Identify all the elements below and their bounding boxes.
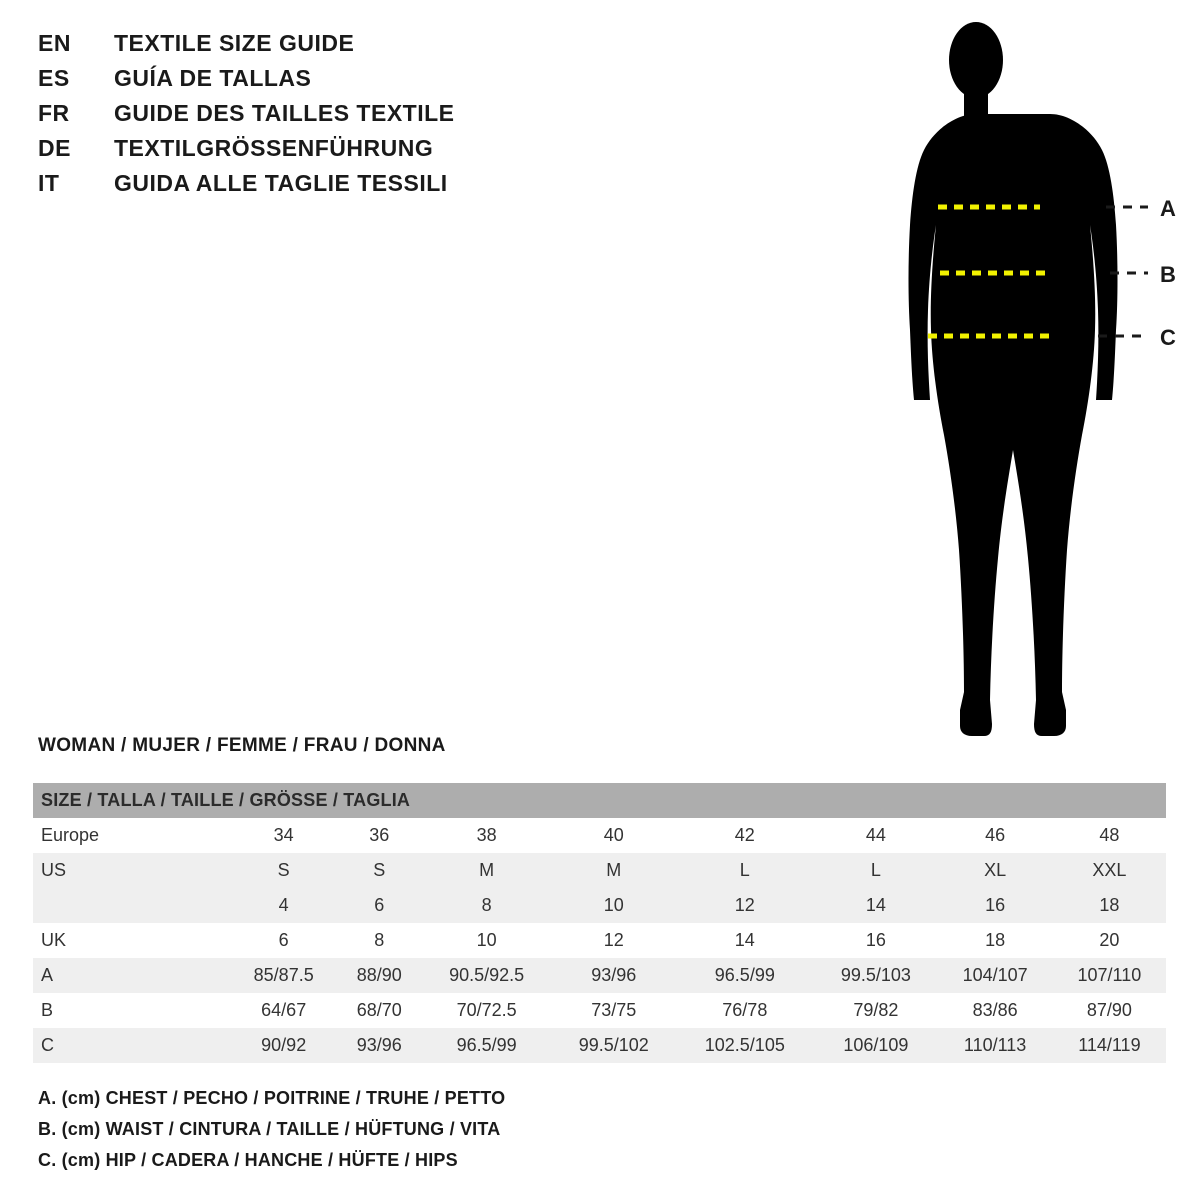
cell: 10	[421, 923, 552, 958]
cell: 48	[1053, 818, 1166, 853]
cell: 83/86	[937, 993, 1052, 1028]
cell: 93/96	[552, 958, 675, 993]
row-label-europe: Europe	[33, 818, 230, 853]
body-figure-diagram	[860, 10, 1190, 750]
cell: 110/113	[937, 1028, 1052, 1063]
cell: 85/87.5	[230, 958, 337, 993]
cell: S	[230, 853, 337, 888]
cell: 8	[421, 888, 552, 923]
cell: 102.5/105	[675, 1028, 814, 1063]
cell: 8	[337, 923, 421, 958]
language-code-it: IT	[38, 170, 60, 196]
title-row-es	[38, 65, 738, 100]
table-header-row	[33, 783, 1166, 818]
language-code-fr: FR	[38, 100, 70, 126]
cell: 16	[937, 888, 1052, 923]
cell: 90/92	[230, 1028, 337, 1063]
language-code-en: EN	[38, 30, 71, 56]
cell: 64/67	[230, 993, 337, 1028]
measurement-label-b: B	[1160, 262, 1176, 287]
title-block	[38, 30, 738, 205]
cell: 99.5/102	[552, 1028, 675, 1063]
cell: 46	[937, 818, 1052, 853]
cell: 70/72.5	[421, 993, 552, 1028]
footnote-hip: C. (cm) HIP / CADERA / HANCHE / HÜFTE / HIPS	[38, 1150, 458, 1170]
cell: 90.5/92.5	[421, 958, 552, 993]
language-code-es: ES	[38, 65, 70, 91]
row-label-b: B	[33, 993, 230, 1028]
title-text-de: TEXTILGRÖSSENFÜHRUNG	[114, 135, 434, 161]
cell: 106/109	[814, 1028, 937, 1063]
cell: 20	[1053, 923, 1166, 958]
measurement-label-c: C	[1160, 325, 1176, 350]
row-label-us-numeric	[33, 888, 230, 923]
row-label-a: A	[33, 958, 230, 993]
cell: 40	[552, 818, 675, 853]
cell: 76/78	[675, 993, 814, 1028]
cell: 6	[337, 888, 421, 923]
cell: 34	[230, 818, 337, 853]
cell: XXL	[1053, 853, 1166, 888]
cell: 18	[1053, 888, 1166, 923]
cell: M	[421, 853, 552, 888]
cell: 10	[552, 888, 675, 923]
table-header-label: SIZE / TALLA / TAILLE / GRÖSSE / TAGLIA	[33, 783, 1166, 818]
cell: L	[675, 853, 814, 888]
table-row	[33, 818, 1166, 853]
cell: 12	[675, 888, 814, 923]
cell: 18	[937, 923, 1052, 958]
cell: 96.5/99	[421, 1028, 552, 1063]
title-row-it	[38, 170, 738, 205]
cell: XL	[937, 853, 1052, 888]
footnotes	[38, 1088, 938, 1181]
row-label-c: C	[33, 1028, 230, 1063]
cell: 79/82	[814, 993, 937, 1028]
table-row	[33, 1028, 1166, 1063]
title-row-en	[38, 30, 738, 65]
cell: 107/110	[1053, 958, 1166, 993]
table-row	[33, 888, 1166, 923]
footnote-waist: B. (cm) WAIST / CINTURA / TAILLE / HÜFTUNG / VITA	[38, 1119, 501, 1139]
section-heading: WOMAN / MUJER / FEMME / FRAU / DONNA	[38, 735, 446, 756]
table-row	[33, 958, 1166, 993]
cell: 44	[814, 818, 937, 853]
cell: 114/119	[1053, 1028, 1166, 1063]
cell: 73/75	[552, 993, 675, 1028]
cell: S	[337, 853, 421, 888]
table-row	[33, 993, 1166, 1028]
title-text-it: GUIDA ALLE TAGLIE TESSILI	[114, 170, 448, 196]
table-row	[33, 923, 1166, 958]
cell: 36	[337, 818, 421, 853]
cell: 14	[675, 923, 814, 958]
cell: 42	[675, 818, 814, 853]
cell: 16	[814, 923, 937, 958]
cell: 68/70	[337, 993, 421, 1028]
cell: 4	[230, 888, 337, 923]
cell: 104/107	[937, 958, 1052, 993]
cell: 99.5/103	[814, 958, 937, 993]
cell: M	[552, 853, 675, 888]
measurement-label-a: A	[1160, 196, 1176, 221]
title-text-es: GUÍA DE TALLAS	[114, 65, 312, 91]
cell: 38	[421, 818, 552, 853]
title-row-fr	[38, 100, 738, 135]
title-text-fr: GUIDE DES TAILLES TEXTILE	[114, 100, 455, 126]
cell: 12	[552, 923, 675, 958]
cell: 93/96	[337, 1028, 421, 1063]
language-code-de: DE	[38, 135, 71, 161]
cell: L	[814, 853, 937, 888]
footnote-chest: A. (cm) CHEST / PECHO / POITRINE / TRUHE / PETTO	[38, 1088, 506, 1108]
cell: 96.5/99	[675, 958, 814, 993]
row-label-us: US	[33, 853, 230, 888]
size-chart-table	[33, 783, 1166, 1063]
cell: 87/90	[1053, 993, 1166, 1028]
cell: 88/90	[337, 958, 421, 993]
title-text-en: TEXTILE SIZE GUIDE	[114, 30, 355, 56]
female-body-silhouette-icon	[860, 10, 1190, 750]
title-row-de	[38, 135, 738, 170]
cell: 14	[814, 888, 937, 923]
row-label-uk: UK	[33, 923, 230, 958]
cell: 6	[230, 923, 337, 958]
table-row	[33, 853, 1166, 888]
